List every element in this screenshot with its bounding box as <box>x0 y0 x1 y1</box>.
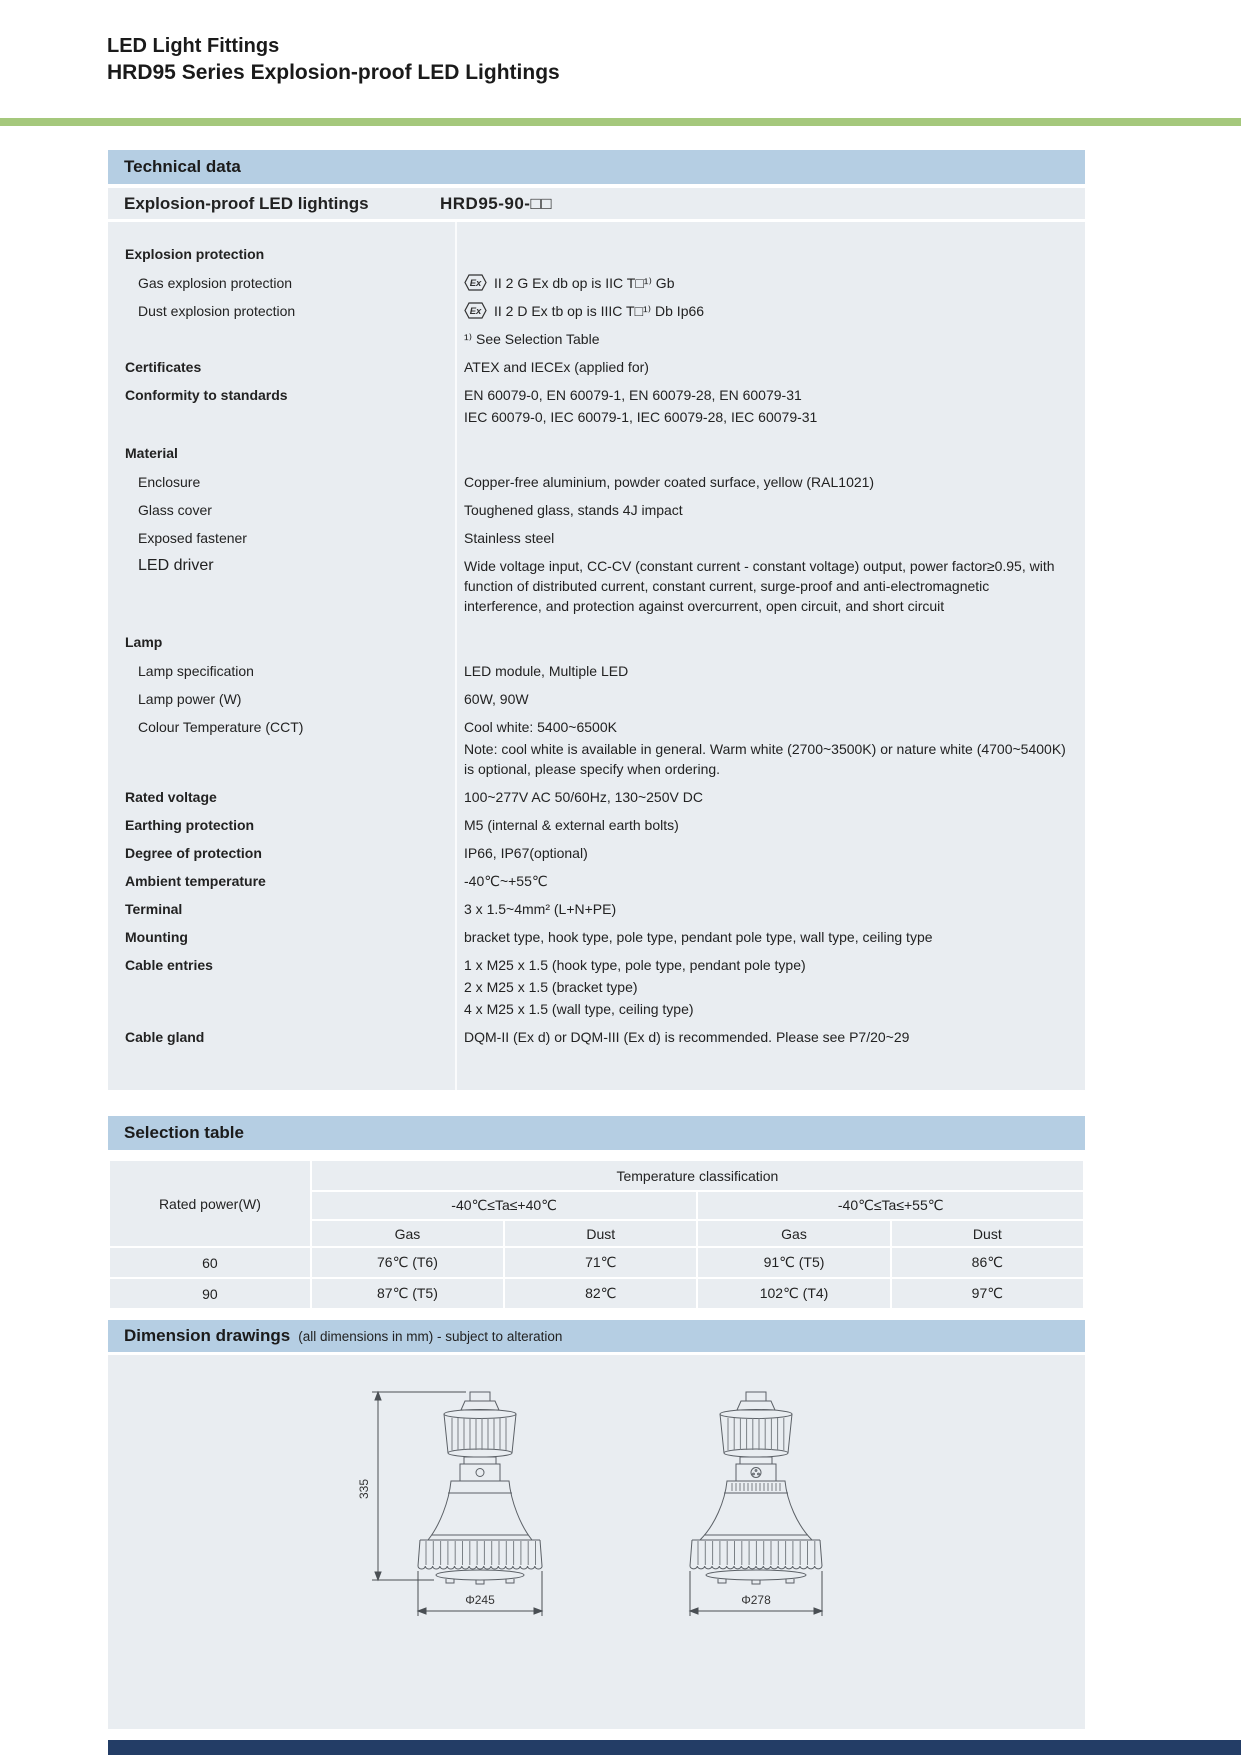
spec-row <box>108 717 1085 781</box>
spec-row <box>108 899 1085 921</box>
ex-certification-icon <box>464 302 487 319</box>
cell-power: 90 <box>109 1278 311 1309</box>
spec-value-line: 4 x M25 x 1.5 (wall type, ceiling type) <box>464 1001 694 1017</box>
spec-value <box>455 273 1085 295</box>
spec-label: Earthing protection <box>125 817 255 833</box>
svg-text:Ex: Ex <box>469 278 482 289</box>
page-title-line1: LED Light Fittings <box>107 35 280 57</box>
spec-value-line: Toughened glass, stands 4J impact <box>464 502 683 518</box>
selection-table-section <box>108 1116 1085 1310</box>
spec-label: Rated voltage <box>125 789 217 805</box>
technical-data-section <box>108 150 1085 1090</box>
spec-label: Colour Temperature (CCT) <box>138 719 304 735</box>
dimension-drawings-note: (all dimensions in mm) - subject to alteration <box>298 1329 563 1344</box>
spec-value <box>455 815 1085 837</box>
spec-value-line: DQM-II (Ex d) or DQM-III (Ex d) is recommended. Please see P7/20~29 <box>464 1029 910 1045</box>
spec-row <box>108 301 1085 323</box>
product-label: Explosion-proof LED lightings <box>124 193 369 213</box>
column-divider <box>455 222 457 1090</box>
spec-label: Ambient temperature <box>125 873 266 889</box>
spec-row <box>108 955 1085 1021</box>
spec-value-line: LED module, Multiple LED <box>464 663 629 679</box>
spec-value-line: Stainless steel <box>464 530 555 546</box>
header-temperature-classification: Temperature classification <box>311 1160 1084 1191</box>
spec-row <box>108 443 1085 463</box>
spec-row <box>108 273 1085 295</box>
spec-value-line: Wide voltage input, CC-CV (constant current - constant voltage) output, power factor≥0.95, with function of distributed current, constant current, surge-proof and anti-electromagnetic interference, and protection against overcurrent, open circuit, and short circuit <box>464 558 1055 614</box>
product-model: HRD95-90-□□ <box>440 193 553 213</box>
cell-power: 60 <box>109 1247 311 1278</box>
spec-rows <box>108 244 1085 1049</box>
spec-label: Lamp specification <box>138 663 254 679</box>
header-gas-2: Gas <box>697 1220 890 1247</box>
spec-label: Glass cover <box>138 502 212 518</box>
spec-row <box>108 927 1085 949</box>
spec-value <box>455 661 1085 683</box>
spec-label: Cable gland <box>125 1029 205 1045</box>
spec-label: Dust explosion protection <box>138 303 296 319</box>
spec-label: Exposed fastener <box>138 530 247 546</box>
header-range-40: -40℃≤Ta≤+40℃ <box>311 1191 698 1220</box>
selection-table <box>108 1159 1085 1310</box>
spec-label: LED driver <box>138 557 214 574</box>
spec-value-line: IP66, IP67(optional) <box>464 845 588 861</box>
left-diameter-label: Φ245 <box>465 1593 495 1607</box>
spec-value-line: -40℃~+55℃ <box>464 873 548 889</box>
lamp-drawing-front-wide <box>656 1389 856 1629</box>
spec-value <box>455 632 1085 652</box>
technical-data-header: Technical data <box>108 150 1085 184</box>
spec-row <box>108 244 1085 264</box>
spec-row <box>108 528 1085 550</box>
technical-specs-panel <box>108 222 1085 1090</box>
spec-value <box>455 871 1085 893</box>
spec-row <box>108 632 1085 652</box>
spec-value <box>455 357 1085 379</box>
spec-value-line: M5 (internal & external earth bolts) <box>464 817 679 833</box>
spec-value <box>455 556 1085 618</box>
svg-text:Ex: Ex <box>469 306 482 317</box>
dimension-drawings-panel <box>108 1355 1085 1729</box>
cell-value: 97℃ <box>891 1278 1084 1309</box>
spec-value-line: bracket type, hook type, pole type, pendant pole type, wall type, ceiling type <box>464 929 933 945</box>
spec-row <box>108 815 1085 837</box>
spec-label: Terminal <box>125 901 183 917</box>
spec-value <box>455 301 1085 323</box>
spec-label: Gas explosion protection <box>138 275 293 291</box>
ex-certification-icon <box>464 274 487 291</box>
spec-value <box>455 955 1085 1021</box>
cell-value: 87℃ (T5) <box>311 1278 504 1309</box>
spec-label: Degree of protection <box>125 845 262 861</box>
spec-value <box>455 329 1085 351</box>
spec-row <box>108 843 1085 865</box>
spec-value-line: 2 x M25 x 1.5 (bracket type) <box>464 979 638 995</box>
height-dimension-label: 335 <box>357 1478 371 1500</box>
spec-label: Mounting <box>125 929 188 945</box>
spec-label: Explosion protection <box>125 246 265 262</box>
spec-row <box>108 357 1085 379</box>
spec-row <box>108 385 1085 429</box>
dimension-drawings-header <box>108 1320 1085 1352</box>
spec-value <box>455 528 1085 550</box>
spec-label: Material <box>125 445 178 461</box>
spec-label: Cable entries <box>125 957 213 973</box>
table-row-90w <box>109 1278 1084 1309</box>
cell-value: 86℃ <box>891 1247 1084 1278</box>
header-range-55: -40℃≤Ta≤+55℃ <box>697 1191 1084 1220</box>
table-row-60w <box>109 1247 1084 1278</box>
spec-row <box>108 472 1085 494</box>
cell-value: 76℃ (T6) <box>311 1247 504 1278</box>
spec-value-line: 60W, 90W <box>464 691 529 707</box>
header-accent-line <box>0 118 1241 126</box>
spec-value <box>455 385 1085 429</box>
header-gas-1: Gas <box>311 1220 504 1247</box>
spec-label: Enclosure <box>138 474 201 490</box>
spec-value-line: 3 x 1.5~4mm² (L+N+PE) <box>464 901 617 917</box>
lamp-drawing-front <box>348 1389 563 1629</box>
selection-table-header: Selection table <box>108 1116 1085 1150</box>
page-title-line2: HRD95 Series Explosion-proof LED Lightings <box>107 61 560 84</box>
spec-value-line: Note: cool white is available in general. Warm white (2700~3500K) or nature white (4700~5400K) is optional, please specify when ordering. <box>464 741 1066 777</box>
spec-row <box>108 787 1085 809</box>
cell-value: 102℃ (T4) <box>697 1278 890 1309</box>
spec-row <box>108 329 1085 351</box>
page-content <box>108 150 1085 1729</box>
spec-value-line: Ex II 2 G Ex db op is IIC T□¹⁾ Gb <box>464 273 1067 293</box>
spec-value <box>455 927 1085 949</box>
spec-row <box>108 661 1085 683</box>
cell-value: 91℃ (T5) <box>697 1247 890 1278</box>
spec-row <box>108 871 1085 893</box>
header-rated-power: Rated power(W) <box>109 1160 311 1247</box>
spec-row <box>108 556 1085 618</box>
page-header <box>0 0 1241 87</box>
spec-value <box>455 443 1085 463</box>
dimension-drawings-section <box>108 1320 1085 1729</box>
spec-value-line: ¹⁾ See Selection Table <box>464 331 600 347</box>
spec-label: Certificates <box>125 359 202 375</box>
spec-label <box>108 329 455 351</box>
spec-label: Conformity to standards <box>125 387 288 403</box>
spec-value <box>455 1027 1085 1049</box>
spec-value <box>455 843 1085 865</box>
spec-value <box>455 500 1085 522</box>
right-diameter-label: Φ278 <box>741 1593 771 1607</box>
spec-value <box>455 472 1085 494</box>
spec-value-line: IEC 60079-0, IEC 60079-1, IEC 60079-28, IEC 60079-31 <box>464 409 818 425</box>
spec-value <box>455 899 1085 921</box>
spec-value-line: 100~277V AC 50/60Hz, 130~250V DC <box>464 789 703 805</box>
cell-value: 82℃ <box>504 1278 697 1309</box>
spec-label: Lamp power (W) <box>138 691 242 707</box>
spec-value-line: Copper-free aluminium, powder coated surface, yellow (RAL1021) <box>464 474 875 490</box>
spec-value <box>455 689 1085 711</box>
header-dust-1: Dust <box>504 1220 697 1247</box>
spec-value-line: Ex II 2 D Ex tb op is IIIC T□¹⁾ Db Ip66 <box>464 301 1067 321</box>
spec-value-line: 1 x M25 x 1.5 (hook type, pole type, pendant pole type) <box>464 957 806 973</box>
spec-row <box>108 689 1085 711</box>
footer-bar <box>108 1740 1241 1755</box>
cell-value: 71℃ <box>504 1247 697 1278</box>
spec-value <box>455 717 1085 781</box>
spec-value-line: Cool white: 5400~6500K <box>464 719 617 735</box>
spec-value-line: EN 60079-0, EN 60079-1, EN 60079-28, EN 60079-31 <box>464 387 802 403</box>
dimension-drawings-title: Dimension drawings <box>124 1326 291 1345</box>
spec-value <box>455 244 1085 264</box>
header-dust-2: Dust <box>891 1220 1084 1247</box>
spec-label: Lamp <box>125 634 163 650</box>
spec-row <box>108 1027 1085 1049</box>
spec-value <box>455 787 1085 809</box>
product-row <box>108 188 1085 219</box>
spec-row <box>108 500 1085 522</box>
spec-value-line: ATEX and IECEx (applied for) <box>464 359 649 375</box>
